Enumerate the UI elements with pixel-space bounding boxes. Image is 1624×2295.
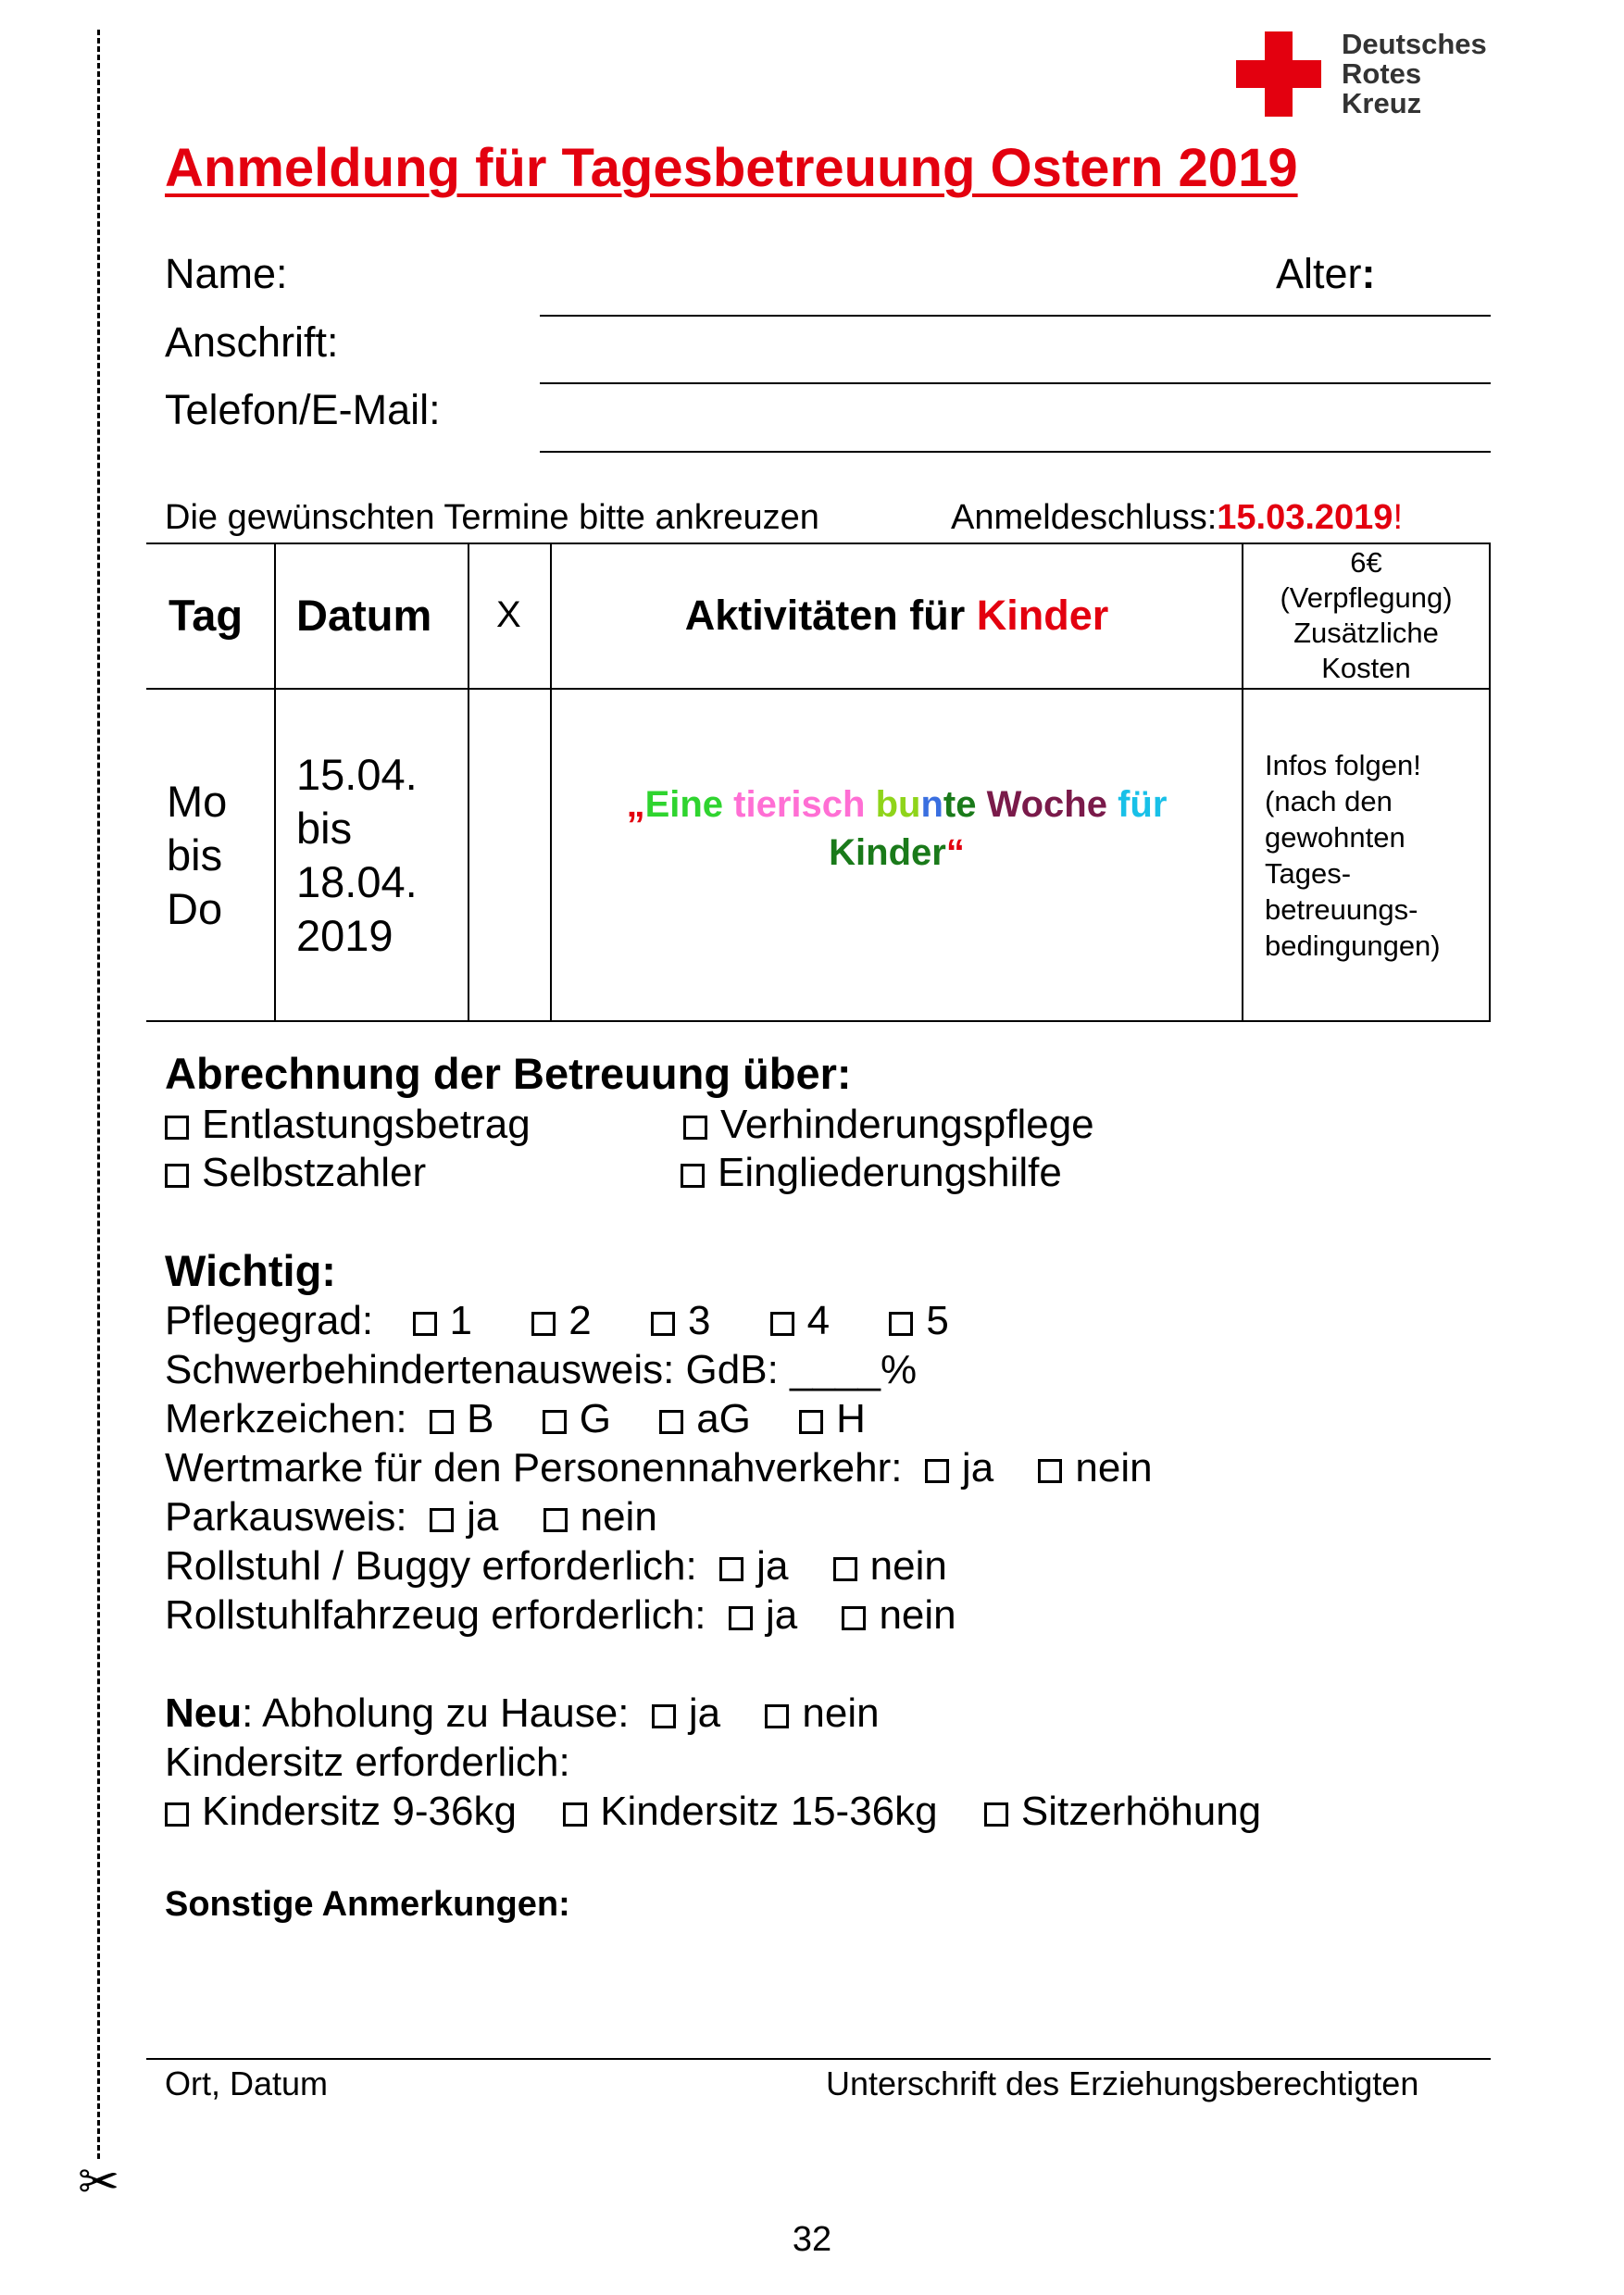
billing-option-entlastung[interactable]: Entlastungsbetrag (165, 1100, 531, 1150)
cell-datum: 15.04. bis 18.04. 2019 (296, 749, 418, 960)
unterschrift-label: Unterschrift des Erziehungsberechtigten (826, 2064, 1419, 2102)
header-x: X (496, 594, 521, 635)
telefon-field[interactable] (540, 451, 1491, 453)
rollstuhl-row: Rollstuhl / Buggy erforderlich: ja nein (165, 1543, 947, 1589)
name-label: Name: (165, 250, 288, 297)
activity-word: te (943, 784, 987, 825)
parkausweis-row: Parkausweis: ja nein (165, 1494, 657, 1540)
checkbox[interactable] (543, 1508, 568, 1532)
checkbox[interactable] (1038, 1459, 1062, 1483)
checkbox[interactable] (765, 1704, 789, 1728)
gdb-row: Schwerbehindertenausweis: GdB: ____% (165, 1347, 918, 1392)
activity-word: tierisch (733, 784, 876, 825)
checkbox[interactable] (833, 1557, 857, 1581)
activity-word: „ (626, 784, 645, 825)
checkbox[interactable] (430, 1508, 454, 1532)
page-number: 32 (792, 2220, 832, 2259)
activity-word: für (1118, 784, 1168, 825)
checkbox[interactable] (651, 1312, 675, 1336)
checkbox[interactable] (799, 1410, 823, 1434)
checkbox[interactable] (531, 1312, 556, 1336)
header-tag: Tag (169, 591, 244, 640)
abholung-row: Neu: Abholung zu Hause: ja nein (165, 1690, 880, 1736)
activity-word: bu (875, 784, 921, 825)
checkbox[interactable] (413, 1312, 437, 1336)
anschrift-field[interactable] (540, 382, 1491, 384)
checkbox[interactable] (543, 1410, 567, 1434)
activity-word: Woche (986, 784, 1118, 825)
checkbox[interactable] (430, 1410, 454, 1434)
checkbox[interactable] (729, 1606, 753, 1630)
alter-label: Alter: (1276, 250, 1376, 297)
checkbox[interactable] (683, 1116, 707, 1140)
header-kosten: 6€ (Verpflegung) Zusätzliche Kosten (1280, 545, 1453, 684)
deadline: Anmeldeschluss:15.03.2019! (951, 498, 1403, 537)
checkbox[interactable] (770, 1312, 794, 1336)
remarks-heading: Sonstige Anmerkungen: (165, 1885, 570, 1924)
schedule-table (146, 543, 1491, 1022)
gdb-field[interactable]: ____ (790, 1347, 881, 1392)
telefon-label: Telefon/E-Mail: (165, 386, 441, 433)
billing-option-eingliederung[interactable]: Eingliederungshilfe (681, 1148, 1062, 1198)
header-datum: Datum (296, 591, 432, 640)
checkbox[interactable] (719, 1557, 743, 1581)
billing-option-selbstzahler[interactable]: Selbstzahler (165, 1148, 426, 1198)
activity-title (627, 780, 1168, 829)
scissors-icon: ✂ (78, 2152, 120, 2211)
activity-word: n (920, 784, 943, 825)
checkbox[interactable] (165, 1802, 189, 1827)
logo-text: Deutsches Rotes Kreuz (1342, 28, 1487, 119)
red-cross-icon (1236, 31, 1321, 117)
billing-heading: Abrechnung der Betreuung über: (165, 1049, 852, 1098)
checkbox[interactable] (165, 1164, 189, 1188)
page-title: Anmeldung für Tagesbetreuung Ostern 2019 (165, 138, 1298, 198)
checkbox[interactable] (165, 1116, 189, 1140)
merkzeichen-row: Merkzeichen: B G aG H (165, 1396, 866, 1441)
instructions: Die gewünschten Termine bitte ankreuzen (165, 498, 819, 537)
cell-tag: Mo bis Do (167, 776, 228, 933)
checkbox[interactable] (925, 1459, 949, 1483)
pflegegrad-row: Pflegegrad: 1 2 3 4 5 (165, 1298, 949, 1343)
rollstuhlfahrzeug-row: Rollstuhlfahrzeug erforderlich: ja nein (165, 1592, 956, 1638)
drk-logo (1236, 30, 1514, 118)
checkbox[interactable] (889, 1312, 913, 1336)
header-activities: Aktivitäten für Kinder (684, 591, 1109, 639)
signature-line[interactable] (146, 2058, 1491, 2060)
ort-datum-label: Ort, Datum (165, 2064, 329, 2102)
checkbox[interactable] (563, 1802, 587, 1827)
wichtig-heading: Wichtig: (165, 1246, 336, 1295)
activity-word: Eine (644, 784, 734, 825)
wertmarke-row: Wertmarke für den Personennahverkehr: ja nein (165, 1445, 1153, 1491)
cell-activity: „Eine tierisch bunte Woche für Kinder“ (552, 690, 1242, 967)
checkbox[interactable] (681, 1164, 705, 1188)
name-field[interactable] (540, 315, 1491, 317)
cut-line (97, 30, 100, 2159)
kindersitz-label: Kindersitz erforderlich: (165, 1740, 570, 1785)
cell-x-checkbox[interactable] (469, 690, 550, 1020)
anschrift-label: Anschrift: (165, 318, 339, 366)
checkbox[interactable] (842, 1606, 866, 1630)
cell-info: Infos folgen! (nach den gewohnten Tages- betreuungs- bedingungen) (1265, 748, 1441, 962)
kindersitz-row: Kindersitz 9-36kg Kindersitz 15-36kg Sitzerhöhung (165, 1787, 1261, 1837)
billing-option-verhinderung[interactable]: Verhinderungspflege (683, 1100, 1094, 1150)
checkbox[interactable] (652, 1704, 676, 1728)
checkbox[interactable] (659, 1410, 683, 1434)
checkbox[interactable] (984, 1802, 1008, 1827)
